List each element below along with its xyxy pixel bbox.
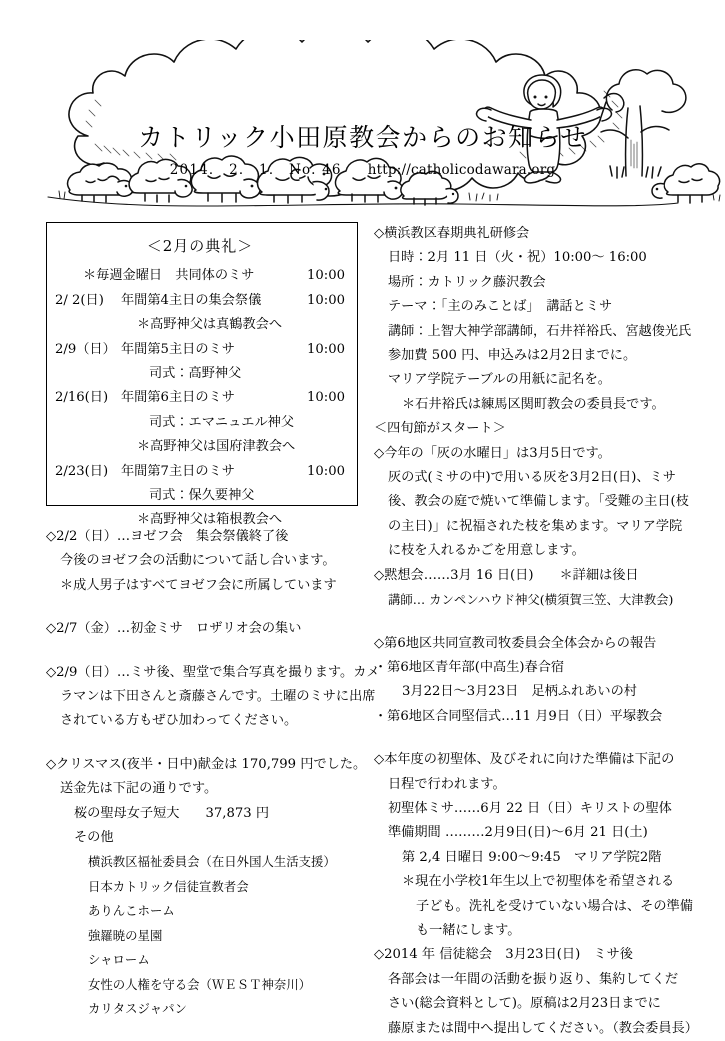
notice-district6-report xyxy=(374,632,704,730)
notice-line: ◇2/9（日）…ミサ後、聖堂で集合写真を撮ります。カメ xyxy=(46,664,380,680)
liturgy-note: ＊高野神父は箱根教会へ xyxy=(137,512,283,528)
donation-org-item: 女性の人権を守る会（ＷＥＳＴ神奈川） xyxy=(88,976,312,992)
notice-line: ◇本年度の初聖体、及びそれに向けた準備は下記の xyxy=(374,752,675,768)
donation-org-item: カリタスジャパン xyxy=(88,1000,187,1016)
page-title: カトリック小田原教会からのお知らせ xyxy=(138,123,587,152)
notice-line: さい(総会資料として)。原稿は2月23日までに xyxy=(388,996,661,1012)
notice-line: 参加費 500 円、申込みは2月2日までに。 xyxy=(388,348,637,364)
liturgy-note-row xyxy=(53,362,347,386)
notice-line: マリア学院テーブルの用紙に記名を。 xyxy=(388,372,611,388)
donation-org-item: 強羅暁の星園 xyxy=(88,927,163,943)
liturgy-celebrant: 司式：保久要神父 xyxy=(149,487,255,503)
notice-line: ラマンは下田さんと斎藤さんです。土曜のミサに出席 xyxy=(60,689,376,705)
notice-line: 初聖体ミサ……6月 22 日（日）キリストの聖体 xyxy=(388,800,672,816)
donation-org-item: シャローム xyxy=(88,952,150,968)
notice-line: 第 2,4 日曜日 9:00～9:45 マリア学院2階 xyxy=(402,849,662,865)
donation-org-item: 日本カトリック信徒宣教者会 xyxy=(88,878,249,894)
liturgy-time: 10:00 xyxy=(306,292,345,308)
liturgy-row xyxy=(53,460,347,484)
notice-yosefu-kai xyxy=(46,525,364,598)
notice-line: ＊成人男子はすべてヨゼフ会に所属しています xyxy=(60,577,337,593)
liturgy-time: 10:00 xyxy=(306,268,345,284)
liturgy-celebrant: 司式：エマニュエル神父 xyxy=(149,414,295,430)
notice-line: 送金先は下記の通りです。 xyxy=(60,781,218,797)
donation-org: 桜の聖母女子短大 xyxy=(74,805,180,821)
liturgy-date: 2/23(日) xyxy=(55,463,109,479)
notice-line: に枝を入れるかごを用意します。 xyxy=(388,543,585,559)
liturgy-row xyxy=(53,386,347,410)
notice-line: 3月22日～3月23日 足柄ふれあいの村 xyxy=(402,684,637,700)
donation-others-label: その他 xyxy=(74,830,114,846)
notice-line: 講師… カンペンハウド神父(横須賀三笠、大津教会) xyxy=(388,592,674,608)
liturgy-note: ＊高野神父は真鶴教会へ xyxy=(137,317,283,333)
notice-line: 日時：2月 11 日（火・祝）10:00～ 16:00 xyxy=(388,250,647,266)
notice-line: も一緒にします。 xyxy=(416,922,521,938)
liturgy-weekly-text: ＊毎週金曜日 共同体のミサ xyxy=(83,268,255,284)
donation-org-item: 横浜教区福祉委員会（在日外国人生活支援） xyxy=(88,854,336,870)
donation-named-row xyxy=(46,802,364,826)
notice-line: ◇2/7（金）…初金ミサ ロザリオ会の集い xyxy=(46,621,302,637)
liturgy-row xyxy=(53,289,347,313)
notice-line: ・第6地区青年部(中高生)春合宿 xyxy=(374,659,565,675)
notice-lent xyxy=(374,417,704,563)
liturgy-note: ＊高野神父は国府津教会へ xyxy=(137,439,296,455)
notice-line: されている方もぜひ加わってください。 xyxy=(60,713,298,729)
liturgy-time: 10:00 xyxy=(306,390,345,406)
section-heading: ＜四旬節がスタート＞ xyxy=(374,421,506,437)
notice-christmas-collection xyxy=(46,753,367,1021)
notice-line: 日程で行われます。 xyxy=(388,776,506,792)
spacer xyxy=(374,729,704,748)
notice-line: ◇2/2（日）…ヨゼフ会 集会祭儀終了後 xyxy=(46,529,289,544)
notice-first-friday xyxy=(46,617,364,641)
liturgy-box-title: ＜2月の典礼＞ xyxy=(146,237,254,255)
liturgy-note-row xyxy=(53,484,347,508)
retreat-date: ◇黙想会……3月 16 日(日) xyxy=(374,567,534,583)
notice-liturgy-seminar xyxy=(374,222,704,417)
liturgy-note-row xyxy=(53,313,347,337)
liturgy-note-row xyxy=(53,508,347,532)
liturgy-description: 年間第7主日のミサ xyxy=(121,463,235,479)
right-column xyxy=(374,222,704,1041)
notice-line: 今後のヨゼフ会の活動について話し合います。 xyxy=(60,553,336,569)
liturgy-description: 年間第4主日の集会祭儀 xyxy=(121,292,262,308)
liturgy-schedule-box xyxy=(46,222,358,528)
issue-line xyxy=(0,158,725,178)
liturgy-note-row xyxy=(53,411,347,435)
notice-line: ◇横浜教区春期典礼研修会 xyxy=(374,226,530,241)
notice-line: 講師：上智大神学部講師，石井祥裕氏、宮越俊光氏 xyxy=(388,323,692,339)
website-url[interactable]: http://catholicodawara.org xyxy=(367,162,556,178)
liturgy-date: 2/ 2(日) xyxy=(55,292,104,308)
notice-line: ・第6地区合同堅信式…11 月9日（日）平塚教会 xyxy=(374,708,663,724)
liturgy-celebrant: 司式：高野神父 xyxy=(149,365,242,381)
liturgy-date: 2/16(日) xyxy=(55,390,109,406)
donation-org-item: ありんこホーム xyxy=(88,903,175,919)
donation-amount: 37,873 円 xyxy=(205,805,270,821)
retreat-note: ＊詳細は後日 xyxy=(559,567,639,583)
liturgy-date: 2/9（日） xyxy=(55,341,116,357)
notice-line: 各部会は一年間の活動を振り返り、集約してくだ xyxy=(388,971,679,987)
notice-line: 藤原または間中へ提出してください。（教会委員長） xyxy=(388,1020,698,1036)
notice-group-photo xyxy=(46,661,380,734)
liturgy-time: 10:00 xyxy=(306,341,345,357)
notice-line: ◇今年の「灰の水曜日」は3月5日です。 xyxy=(374,445,611,461)
issue-number: 2014． 2． 1． No. 46 xyxy=(169,162,342,178)
notice-line: ＊現在小学校1年生以上で初聖体を希望される xyxy=(402,874,675,890)
liturgy-description: 年間第6主日のミサ xyxy=(121,390,235,406)
notice-line: テーマ：「主のみことば」 講話とミサ xyxy=(388,299,613,315)
liturgy-description: 年間第5主日のミサ xyxy=(121,341,235,357)
liturgy-note-row xyxy=(53,435,347,459)
liturgy-row xyxy=(53,264,347,288)
notice-general-assembly xyxy=(374,943,704,1041)
notice-line: 子ども。洗礼を受けていない場合は、その準備 xyxy=(416,898,693,914)
spacer xyxy=(374,613,704,632)
liturgy-time: 10:00 xyxy=(306,463,345,479)
left-column xyxy=(46,222,380,1021)
notice-line: ＊石井裕氏は練馬区関町教会の委員長です。 xyxy=(402,396,665,412)
notice-first-communion xyxy=(374,748,704,943)
notice-line: の主日)」に祝福された枝を集めます。マリア学院 xyxy=(388,518,683,534)
notice-line: 灰の式(ミサの中)で用いる灰を3月2日(日)、ミサ xyxy=(388,470,676,486)
retreat-date-line xyxy=(374,564,704,588)
notice-line: ◇第6地区共同宣教司牧委員会全体会からの報告 xyxy=(374,635,657,651)
header-banner xyxy=(0,40,725,220)
notice-line: ◇2014 年 信徒総会 3月23日(日) ミサ後 xyxy=(374,947,633,963)
liturgy-row xyxy=(53,338,347,362)
notice-retreat xyxy=(374,564,704,613)
notice-line: 準備期間 ………2月9日(日)～6月 21 日(土) xyxy=(388,825,648,841)
notice-line: 場所：カトリック藤沢教会 xyxy=(388,274,546,290)
notice-line: 後、教会の庭で焼いて準備します。「受難の主日(枝 xyxy=(388,494,689,510)
notice-line: ◇クリスマス(夜半・日中)献金は 170,799 円でした。 xyxy=(46,756,367,772)
